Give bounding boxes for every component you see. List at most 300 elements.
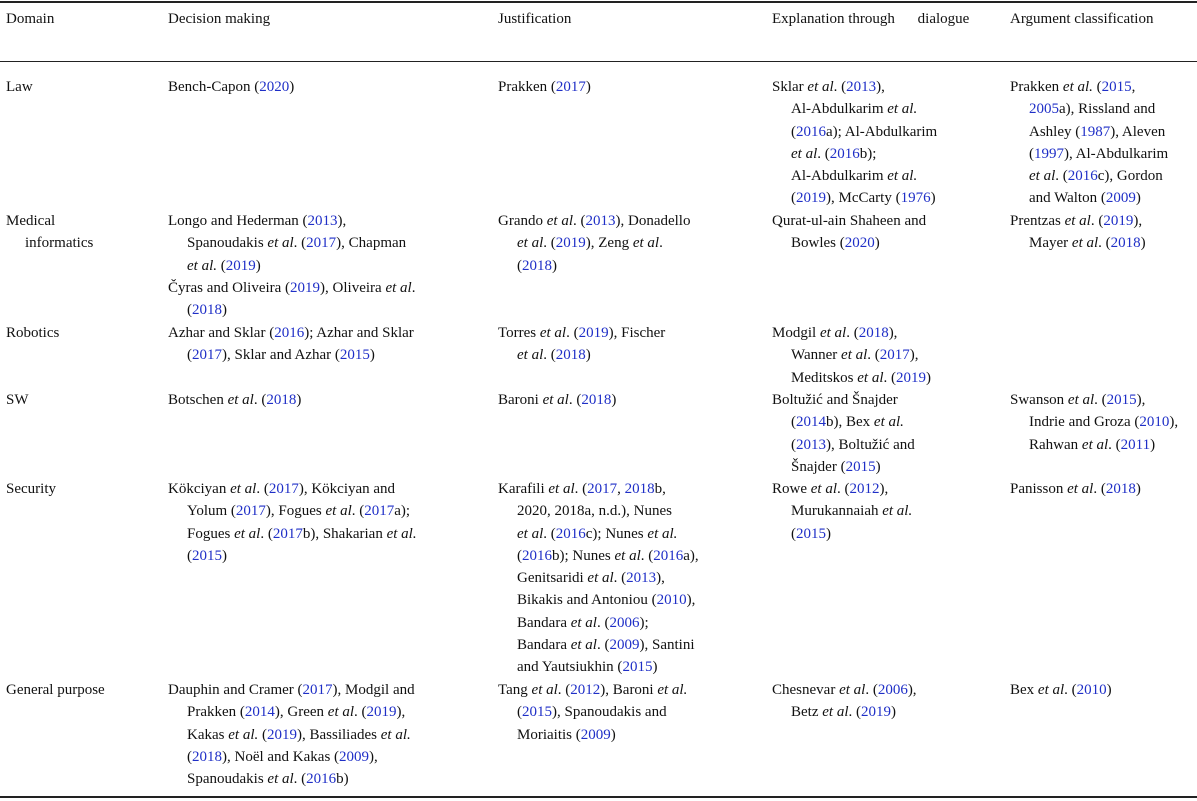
cell-text: Swanson [1010, 392, 1068, 408]
cell-line [498, 567, 699, 589]
cell-text: . ( [846, 325, 859, 341]
cell-text: . ( [253, 392, 267, 408]
cell-line [168, 232, 415, 254]
citation-year-link[interactable]: 2018 [555, 347, 586, 364]
cell-text: Medical [6, 213, 56, 229]
cell-text: Chesnevar [772, 682, 840, 698]
citation-year-link[interactable]: 2012 [570, 682, 601, 698]
cell-text: ), Oliveira [320, 279, 386, 296]
cell-text: Spanoudakis [187, 235, 268, 252]
citation-year-link[interactable]: 2018 [192, 748, 222, 765]
cell-line [6, 322, 59, 344]
cell-text: ( [187, 748, 192, 765]
cell-text: Indrie and Groza ( [1029, 414, 1140, 431]
citation-year-link[interactable]: 2013 [585, 213, 616, 229]
cell-text: ) [552, 257, 557, 274]
cell-text: Murukannaiah [791, 503, 883, 520]
cell-classification [1010, 478, 1141, 500]
cell-text: ) [1135, 190, 1141, 207]
cell-text: Baroni [498, 392, 543, 408]
cell-line [168, 76, 294, 98]
cell-explanation [772, 389, 915, 478]
citation-year-link[interactable]: 2006 [609, 614, 640, 631]
cell-text: ( [1029, 145, 1034, 162]
citation-year-link[interactable]: 2018 [266, 392, 297, 408]
citation-year-link[interactable]: 2019 [578, 325, 609, 341]
et-al-text: et al [267, 235, 294, 252]
citation-year-link[interactable]: 2015 [1106, 392, 1137, 408]
citation-year-link[interactable]: 2016 [274, 325, 305, 341]
cell-text: . [659, 235, 663, 252]
cell-text: . ( [351, 503, 365, 520]
cell-line [1010, 143, 1168, 165]
citation-year-link[interactable]: 2016 [306, 771, 337, 788]
et-al-text: et al. [380, 726, 411, 743]
cell-text: Al-Abdulkarim [791, 101, 888, 118]
cell-line [772, 456, 915, 478]
cell-line [1010, 210, 1146, 232]
citation-year-link[interactable]: 2016 [555, 525, 586, 542]
cell-text: . ( [1098, 235, 1111, 252]
citation-year-link[interactable]: 2016 [653, 547, 684, 564]
citation-year-link[interactable]: 2017 [192, 347, 222, 364]
et-al-text: et al [841, 347, 868, 364]
cell-text: Rahwan [1029, 436, 1082, 453]
citation-year-link[interactable]: 2011 [1120, 436, 1151, 453]
et-al-text: et al [822, 704, 849, 721]
citation-year-link[interactable]: 2015 [1101, 79, 1132, 95]
et-al-text: et al [819, 325, 847, 341]
cell-line [772, 98, 937, 120]
cell-text: . ( [293, 235, 307, 252]
citation-year-link[interactable]: 2006 [877, 682, 908, 698]
et-al-text: et al. [228, 726, 259, 743]
citation-year-link[interactable]: 2010 [1139, 414, 1170, 431]
cell-text: Bandara [517, 637, 571, 654]
citation-year-link[interactable]: 2018 [522, 257, 552, 274]
header-justification: Justification [498, 11, 572, 27]
cell-text: ), [1136, 392, 1146, 408]
et-al-text: et al [548, 481, 575, 497]
cell-line [498, 545, 699, 567]
cell-line [772, 679, 917, 701]
et-al-text: et al [839, 682, 866, 698]
citation-year-link[interactable]: 2017 [555, 79, 586, 95]
cell-line [498, 701, 687, 723]
citation-year-link[interactable]: 2013 [626, 570, 657, 587]
citation-year-link[interactable]: 2009 [609, 637, 640, 654]
cell-text: . ( [596, 637, 610, 654]
cell-text: Tang [498, 682, 532, 698]
citation-year-link[interactable]: 2019 [290, 279, 321, 296]
cell-text: ( [258, 726, 267, 743]
cell-text: ), Spanoudakis and [552, 704, 667, 721]
et-al-text: et al. [647, 525, 678, 542]
cell-line [168, 746, 415, 768]
cell-text: Meditskos [791, 369, 858, 386]
cell-text: Botschen [168, 392, 228, 408]
citation-year-link[interactable]: 2016 [829, 145, 860, 162]
citation-year-link[interactable]: 2019 [796, 190, 826, 207]
citation-year-link[interactable]: 2013 [846, 79, 877, 95]
cell-line [772, 367, 931, 389]
cell-line [6, 389, 29, 411]
et-al-text: et al [234, 525, 261, 542]
cell-text: . ( [566, 325, 579, 341]
header-argument-classification: Argument classification [1010, 11, 1154, 27]
cell-decision [168, 679, 415, 790]
cell-text: ), Sklar and Azhar ( [222, 347, 340, 364]
cell-text: Ashley ( [1029, 123, 1081, 140]
cell-line [168, 545, 417, 567]
cell-text: ), [337, 213, 347, 229]
cell-line [498, 76, 591, 98]
cell-text: ), Green [274, 704, 328, 721]
cell-line [1010, 187, 1168, 209]
cell-line [772, 76, 937, 98]
cell-text: . ( [573, 213, 586, 229]
header-explanation-line-2: dialogue [917, 11, 970, 27]
cell-text: ), [1169, 414, 1179, 431]
cell-text: ), Al-Abdulkarim [1064, 145, 1169, 162]
cell-text: . ( [817, 145, 830, 162]
cell-text: Panisson [1010, 481, 1068, 497]
cell-text: . ( [354, 704, 367, 721]
cell-text: ); Azhar and Sklar [304, 325, 414, 341]
cell-text: b), Bex [826, 414, 874, 431]
citation-year-link[interactable]: 2009 [580, 726, 611, 743]
et-al-text: et al. [887, 101, 918, 118]
citation-year-link[interactable]: 2014 [796, 414, 826, 431]
cell-justification [498, 76, 591, 98]
cell-text: ), [1133, 213, 1143, 229]
cell-text: Kökciyan [168, 481, 231, 497]
cell-line [498, 500, 699, 522]
et-al-text: et al [810, 481, 837, 497]
cell-text: Prakken ( [187, 704, 245, 721]
cell-text: ), Zeng [585, 235, 633, 252]
cell-text: ( [791, 123, 796, 140]
citation-year-link[interactable]: 2015 [845, 458, 876, 475]
cell-explanation [772, 76, 937, 210]
cell-line [498, 344, 665, 366]
citation-year-link[interactable]: 2017 [587, 481, 618, 497]
citation-year-link[interactable]: 2018 [581, 392, 612, 408]
cell-text: 2020, 2018a, n.d.), Nunes [517, 503, 672, 520]
cell-decision [168, 478, 417, 567]
cell-line [772, 523, 912, 545]
citation-year-link[interactable]: 2019 [267, 726, 297, 743]
cell-line [772, 232, 926, 254]
cell-text: ) [289, 79, 295, 95]
citation-year-link[interactable]: 2017 [879, 347, 910, 364]
cell-text: Boltužić and Šnajder [772, 392, 898, 408]
et-al-text: et al [539, 325, 567, 341]
citation-year-link[interactable]: 2009 [1105, 190, 1136, 207]
cell-line [772, 344, 931, 366]
cell-text: . ( [837, 481, 850, 497]
cell-line [1010, 389, 1178, 411]
et-al-text: et al [542, 392, 569, 408]
cell-text: ), Santini [639, 637, 695, 654]
citation-year-link[interactable]: 2014 [244, 704, 275, 721]
cell-text: ) [585, 347, 591, 364]
et-al-text: et al [325, 503, 352, 520]
cell-line [498, 210, 690, 232]
cell-text: ), [909, 347, 919, 364]
et-al-text: et al. [882, 503, 913, 520]
cell-line [498, 322, 665, 344]
bottom-rule [0, 796, 1197, 798]
et-al-text: et al [327, 704, 355, 721]
cell-text: ), Modgil and [332, 682, 415, 698]
cell-text: ), Donadello [615, 213, 691, 229]
cell-line [6, 210, 93, 232]
cell-text: ) [826, 525, 831, 542]
cell-justification [498, 389, 616, 411]
cell-line [772, 187, 937, 209]
cell-line [772, 121, 937, 143]
cell-text: Azhar and Sklar ( [168, 325, 275, 341]
cell-text: Robotics [6, 325, 60, 341]
citation-year-link[interactable]: 2010 [1076, 682, 1107, 698]
et-al-text: et al [1067, 392, 1095, 408]
cell-text: ), McCarty ( [826, 190, 901, 207]
citation-year-link[interactable]: 2013 [307, 213, 338, 229]
cell-text: a); [394, 503, 411, 520]
cell-text: ( [517, 704, 522, 721]
cell-text: Moriaitis ( [517, 726, 581, 743]
citation-year-link[interactable]: 2018 [624, 481, 655, 497]
cell-line [1010, 679, 1112, 701]
cell-text: Qurat-ul-ain Shaheen and [772, 213, 927, 229]
cell-text: ) [611, 392, 617, 408]
cell-line [168, 701, 415, 723]
cell-justification [498, 210, 690, 277]
cell-text: . ( [833, 79, 847, 95]
citation-year-link[interactable]: 2015 [192, 547, 222, 564]
citation-year-link[interactable]: 2019 [861, 704, 891, 721]
cell-line [1010, 98, 1168, 120]
cell-text: ) [369, 347, 375, 364]
cell-text: ), [686, 592, 696, 609]
cell-text: . ( [865, 682, 878, 698]
citation-year-link[interactable]: 2005 [1029, 101, 1059, 118]
cell-text: ), Aleven [1110, 123, 1166, 140]
cell-line [168, 478, 417, 500]
et-al-text: et al [227, 392, 254, 408]
citation-year-link[interactable]: 2016 [796, 123, 826, 140]
et-al-text: et al [517, 525, 544, 542]
citation-year-link[interactable]: 2017 [364, 503, 395, 520]
cell-text: . ( [557, 682, 571, 698]
cell-justification [498, 679, 687, 746]
cell-text: . ( [1090, 213, 1104, 229]
cell-line [498, 679, 687, 701]
cell-line [498, 724, 687, 746]
cell-line [772, 411, 915, 433]
cell-text: ( [187, 302, 192, 319]
cell-line [772, 701, 917, 723]
cell-text: Bench-Capon ( [168, 79, 260, 95]
et-al-text: et al. [1062, 79, 1093, 95]
citation-year-link[interactable]: 2018 [1110, 235, 1141, 252]
cell-text: ) [222, 547, 227, 564]
citation-year-link[interactable]: 2015 [622, 659, 653, 676]
cell-text: . ( [613, 570, 627, 587]
citation-year-link[interactable]: 2015 [339, 347, 370, 364]
citation-year-link[interactable]: 2019 [225, 257, 256, 274]
cell-text: . ( [867, 347, 880, 364]
citation-year-link[interactable]: 2010 [656, 592, 687, 609]
citation-year-link[interactable]: 2015 [796, 525, 826, 542]
citation-year-link[interactable]: 2019 [555, 235, 586, 252]
cell-text: ( [217, 257, 226, 274]
cell-text: Prakken ( [498, 79, 556, 95]
cell-text: , [1131, 79, 1136, 95]
cell-line [772, 210, 926, 232]
cell-text: Karafili [498, 481, 549, 497]
cell-line [498, 232, 690, 254]
cell-line [1010, 165, 1168, 187]
cell-text: ( [791, 190, 796, 207]
cell-line [498, 478, 699, 500]
cell-text: . ( [1094, 392, 1107, 408]
cell-text: Mayer [1029, 235, 1072, 252]
cell-text: ), [396, 704, 406, 721]
cell-text: a), [683, 547, 699, 564]
cell-text: . ( [543, 347, 556, 364]
cell-text: a), Rissland and [1059, 101, 1156, 118]
cell-text: b) [336, 771, 349, 788]
cell-text: Bandara [517, 614, 571, 631]
et-al-text: et al. [873, 414, 904, 431]
cell-line [6, 478, 56, 500]
cell-text: Bex [1010, 682, 1038, 698]
cell-text: b), Shakarian [302, 525, 387, 542]
cell-text: ), [879, 481, 889, 497]
citation-year-link[interactable]: 2017 [235, 503, 266, 520]
citation-year-link[interactable]: 1987 [1080, 123, 1111, 140]
et-al-text: et al. [657, 682, 688, 698]
cell-domain [6, 478, 56, 500]
et-al-text: et al [570, 637, 597, 654]
cell-decision [168, 389, 301, 411]
cell-line [1010, 478, 1141, 500]
citation-year-link[interactable]: 2016 [522, 547, 552, 564]
citation-year-link[interactable]: 2018 [192, 302, 222, 319]
et-al-text: et al [587, 570, 614, 587]
cell-line [772, 165, 937, 187]
et-al-text: et al [1064, 213, 1091, 229]
cell-text: ( [1092, 79, 1102, 95]
et-al-text: et al [1081, 436, 1109, 453]
cell-text: . ( [596, 614, 610, 631]
citation-year-link[interactable]: 2012 [849, 481, 880, 497]
citation-year-link[interactable]: 2020 [844, 235, 875, 252]
cell-text: , [617, 481, 625, 497]
cell-text: ( [791, 525, 796, 542]
cell-line [6, 76, 33, 98]
cell-text: ) [930, 190, 936, 207]
cell-text: General purpose [6, 682, 105, 698]
cell-text: Fogues [187, 525, 235, 542]
header-decision-making: Decision making [168, 11, 271, 27]
et-al-text: et al [1037, 682, 1065, 698]
cell-line [168, 724, 415, 746]
citation-year-link[interactable]: 2019 [896, 369, 927, 386]
header-rule [0, 61, 1197, 62]
citation-year-link[interactable]: 2017 [306, 235, 337, 252]
header-explanation [772, 8, 969, 30]
cell-text: ) [296, 392, 302, 408]
cell-decision [168, 322, 414, 367]
cell-text: . ( [256, 481, 269, 497]
cell-text: ) [585, 79, 591, 95]
cell-text: SW [6, 392, 29, 408]
cell-text: Longo and Hederman ( [168, 213, 308, 229]
cell-line [498, 523, 699, 545]
cell-line [6, 232, 93, 254]
cell-text: ) [926, 369, 932, 386]
citation-year-link[interactable]: 2018 [858, 325, 889, 341]
cell-text: Bikakis and Antoniou ( [517, 592, 657, 609]
cell-text: ( [187, 547, 192, 564]
cell-text: . ( [543, 235, 556, 252]
cell-text: . ( [1055, 168, 1068, 185]
cell-text: ) [891, 704, 896, 721]
cell-justification [498, 322, 665, 367]
citation-year-link[interactable]: 2015 [522, 704, 552, 721]
cell-text: . ( [883, 369, 897, 386]
cell-classification [1010, 679, 1112, 701]
et-al-text: et al [632, 235, 660, 252]
citation-year-link[interactable]: 2017 [302, 682, 333, 698]
et-al-text: et al [1029, 168, 1056, 185]
et-al-text: et al [807, 79, 834, 95]
cell-text: Betz [791, 704, 823, 721]
cell-line [1010, 434, 1178, 456]
cell-line [1010, 76, 1168, 98]
citation-year-link[interactable]: 2017 [272, 525, 303, 542]
cell-explanation [772, 210, 926, 255]
cell-text: Sklar [772, 79, 808, 95]
cell-justification [498, 478, 699, 679]
citation-year-link[interactable]: 2020 [259, 79, 290, 95]
cell-line [772, 434, 915, 456]
citation-year-link[interactable]: 2013 [796, 436, 826, 453]
et-al-text: et al [546, 213, 573, 229]
citation-year-link[interactable]: 2016 [1067, 168, 1098, 185]
citation-year-link[interactable]: 2017 [268, 481, 299, 497]
cell-text: ), Chapman [336, 235, 407, 252]
cell-text: Al-Abdulkarim [791, 168, 888, 185]
cell-text: ), Baroni [600, 682, 658, 698]
cell-line [168, 500, 417, 522]
citation-year-link[interactable]: 1976 [900, 190, 931, 207]
cell-text: ), Bassiliades [297, 726, 381, 743]
et-al-text: et al [570, 614, 597, 631]
et-al-text: et al [517, 235, 544, 252]
et-al-text: et al [230, 481, 257, 497]
cell-text: ) [1106, 682, 1112, 698]
citation-year-link[interactable]: 2018 [1105, 481, 1136, 497]
citation-year-link[interactable]: 2019 [366, 704, 397, 721]
cell-line [168, 277, 415, 299]
citation-year-link[interactable]: 1997 [1034, 145, 1064, 162]
citation-year-link[interactable]: 2019 [1103, 213, 1134, 229]
citation-year-link[interactable]: 2009 [339, 748, 370, 765]
